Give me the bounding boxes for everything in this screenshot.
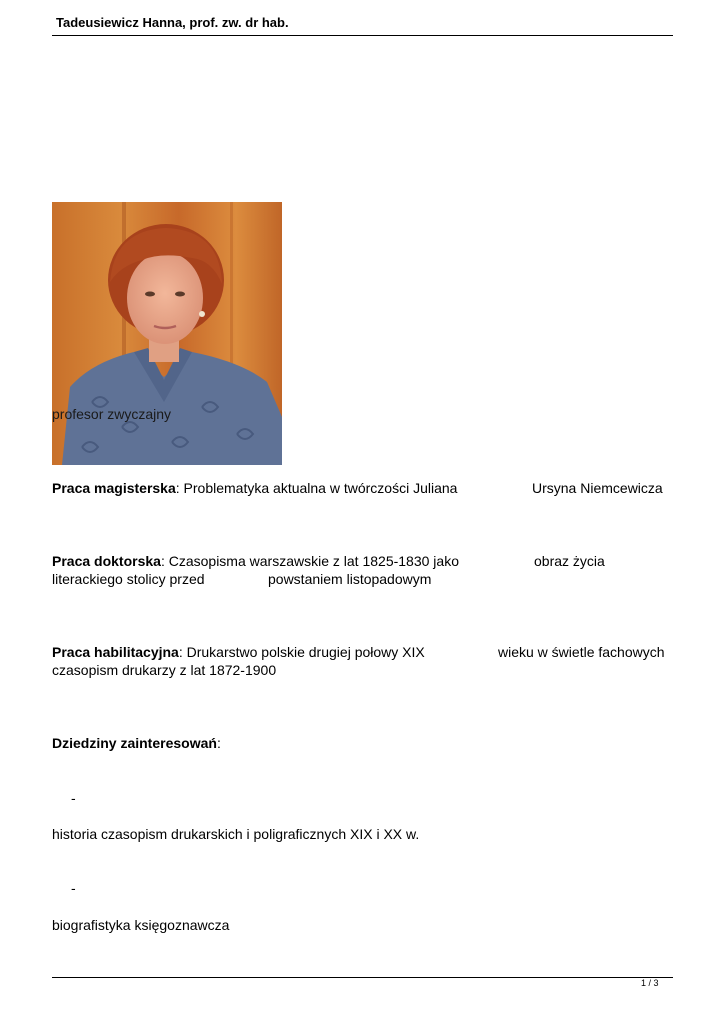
habilitation-title-part-1: : Drukarstwo polskie drugiej połowy XIX — [178, 644, 425, 660]
page-number: 1 / 3 — [641, 978, 659, 988]
masters-thesis-title-part-2: Ursyna Niemcewicza — [532, 480, 663, 496]
interest-bullet-dash: - — [71, 880, 76, 896]
footer-divider — [52, 977, 673, 978]
interest-item: biografistyka księgoznawcza — [52, 917, 230, 933]
doctoral-thesis-title-part-2: obraz życia — [534, 553, 605, 569]
interest-bullet-dash: - — [71, 790, 76, 806]
doctoral-thesis-line-1 — [52, 553, 459, 570]
interests-heading — [52, 735, 221, 752]
photo-caption: profesor zwyczajny — [52, 406, 172, 422]
portrait-photo — [52, 202, 282, 465]
doctoral-thesis-title-part-4: powstaniem listopadowym — [268, 571, 432, 587]
doctoral-thesis-label: Praca doktorska — [52, 553, 161, 569]
habilitation-title-part-2: wieku w świetle fachowych — [498, 644, 665, 660]
masters-thesis-label: Praca magisterska — [52, 480, 176, 496]
interest-item: historia czasopism drukarskich i poligraficznych XIX i XX w. — [52, 826, 420, 842]
doctoral-thesis-title-part-3: literackiego stolicy przed — [52, 571, 205, 587]
masters-thesis-title-part-1: : Problematyka aktualna w twórczości Juliana — [175, 480, 458, 496]
header-divider — [52, 35, 673, 36]
interests-colon: : — [216, 735, 221, 751]
habilitation-label: Praca habilitacyjna — [52, 644, 179, 660]
doctoral-thesis-title-part-1: : Czasopisma warszawskie z lat 1825-1830 jako — [160, 553, 459, 569]
habilitation-title-part-3: czasopism drukarzy z lat 1872-1900 — [52, 662, 277, 678]
habilitation-line-1 — [52, 644, 425, 661]
interests-label: Dziedziny zainteresowań — [52, 735, 217, 751]
masters-thesis-line-1 — [52, 480, 457, 497]
page-header-title: Tadeusiewicz Hanna, prof. zw. dr hab. — [56, 15, 289, 30]
